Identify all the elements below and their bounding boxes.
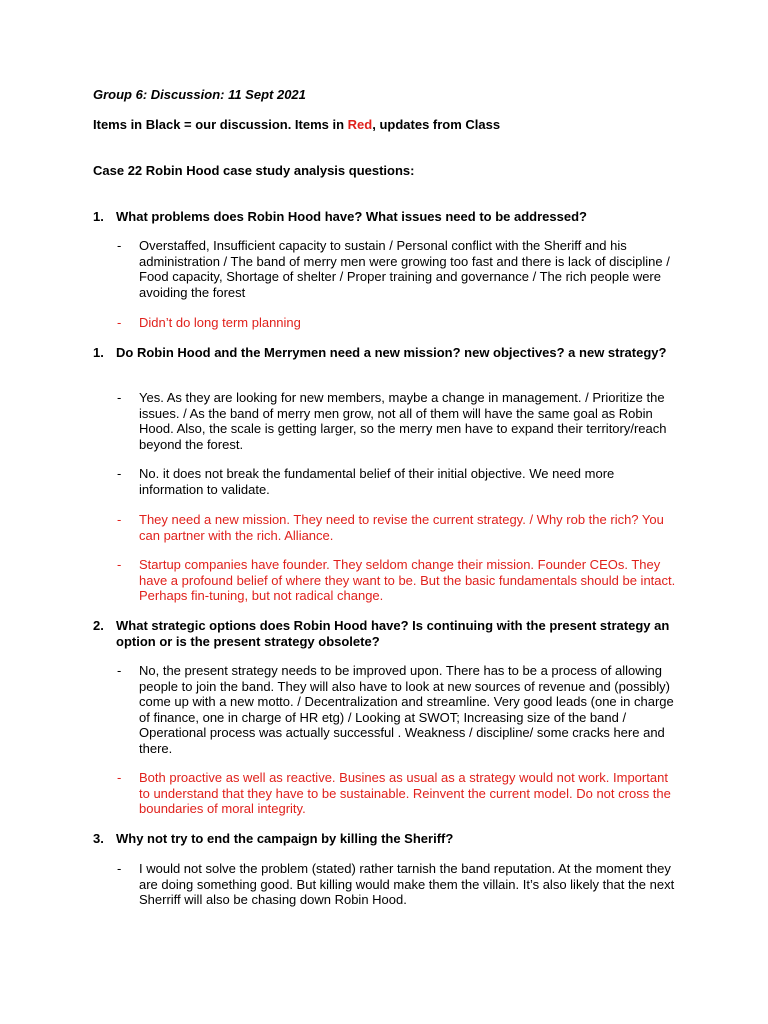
bullet-dash: -	[117, 770, 122, 785]
answer-text: Startup companies have founder. They seldom change their mission. Founder CEOs. They have a profound belief of where they want to be. But the basic fundamentals should be intact. Perhaps fin-tuning, but not radical change.	[139, 557, 676, 603]
question-4	[93, 831, 683, 847]
legend-text-end: , updates from Class	[372, 117, 501, 132]
bullet-dash: -	[117, 557, 122, 572]
answer-text: No, the present strategy needs to be improved upon. There has to be a process of allowing people to join the band. They will also have to look at new sources of revenue and (possibly) come up with a new motto. / Decentralization and streamline. Very good leads (one in charge of finance, one in charge of HR etg) / Looking at SWOT; Increasing size of the band / Operational process was actually successful . Weakness / discipline/ some cracks here and there.	[139, 663, 674, 756]
class-update-item	[117, 315, 679, 331]
answer-text: Yes. As they are looking for new members, maybe a change in management. / Prioritize the issues. / As the band of merry men grow, not all of them will have the same goal as Robin Hood. Also, the scale is getting larger, so the merry men have to expand their territory/reach beyond the forest.	[139, 390, 667, 452]
question-text: Why not try to end the campaign by killing the Sheriff?	[116, 831, 454, 846]
answer-item	[117, 390, 679, 452]
class-update-item	[117, 557, 679, 604]
answer-text: Didn’t do long term planning	[139, 315, 301, 330]
question-number: 1.	[93, 209, 104, 224]
answer-item	[117, 238, 679, 300]
bullet-dash: -	[117, 861, 122, 876]
bullet-dash: -	[117, 466, 122, 481]
legend-red-word: Red	[347, 117, 373, 132]
case-heading: Case 22 Robin Hood case study analysis questions:	[93, 163, 415, 178]
question-2	[93, 345, 683, 361]
class-update-item	[117, 512, 679, 543]
question-text: What problems does Robin Hood have? What issues need to be addressed?	[116, 209, 587, 224]
answer-item	[117, 861, 679, 908]
question-3	[93, 618, 683, 650]
question-text: Do Robin Hood and the Merrymen need a new mission? new objectives? a new strategy?	[116, 345, 667, 360]
answer-item	[117, 663, 679, 756]
question-number: 2.	[93, 618, 104, 633]
answer-text: No. it does not break the fundamental belief of their initial objective. We need more information to validate.	[139, 466, 615, 497]
question-number: 1.	[93, 345, 104, 360]
answer-text: They need a new mission. They need to revise the current strategy. / Why rob the rich? You can partner with the rich. Alliance.	[139, 512, 664, 543]
class-update-item	[117, 770, 679, 817]
document-title: Group 6: Discussion: 11 Sept 2021	[93, 87, 306, 102]
question-1	[93, 209, 683, 225]
bullet-dash: -	[117, 663, 122, 678]
answer-item	[117, 466, 679, 497]
answer-text: Both proactive as well as reactive. Busines as usual as a strategy would not work. Important to understand that they have to be sustainable. Reinvent the current model. Do not cross the boundaries of moral integrity.	[139, 770, 671, 816]
bullet-dash: -	[117, 512, 122, 527]
legend-text-start: Items in Black = our discussion. Items in	[93, 117, 348, 132]
bullet-dash: -	[117, 390, 122, 405]
answer-text: Overstaffed, Insufficient capacity to sustain / Personal conflict with the Sheriff and his administration / The band of merry men were growing too fast and there is lack of discipline / Food capacity, Shortage of shelter / Proper training and governance / The rich people were avoiding the forest	[139, 238, 670, 300]
color-legend	[93, 117, 500, 133]
question-text: What strategic options does Robin Hood have? Is continuing with the present strategy an option or is the present strategy obsolete?	[116, 618, 670, 649]
answer-text: I would not solve the problem (stated) rather tarnish the band reputation. At the moment they are doing something good. But killing would make them the villain. It’s also likely that the next Sherriff will also be chasing down Robin Hood.	[139, 861, 675, 907]
question-number: 3.	[93, 831, 104, 846]
bullet-dash: -	[117, 238, 122, 253]
bullet-dash: -	[117, 315, 122, 330]
